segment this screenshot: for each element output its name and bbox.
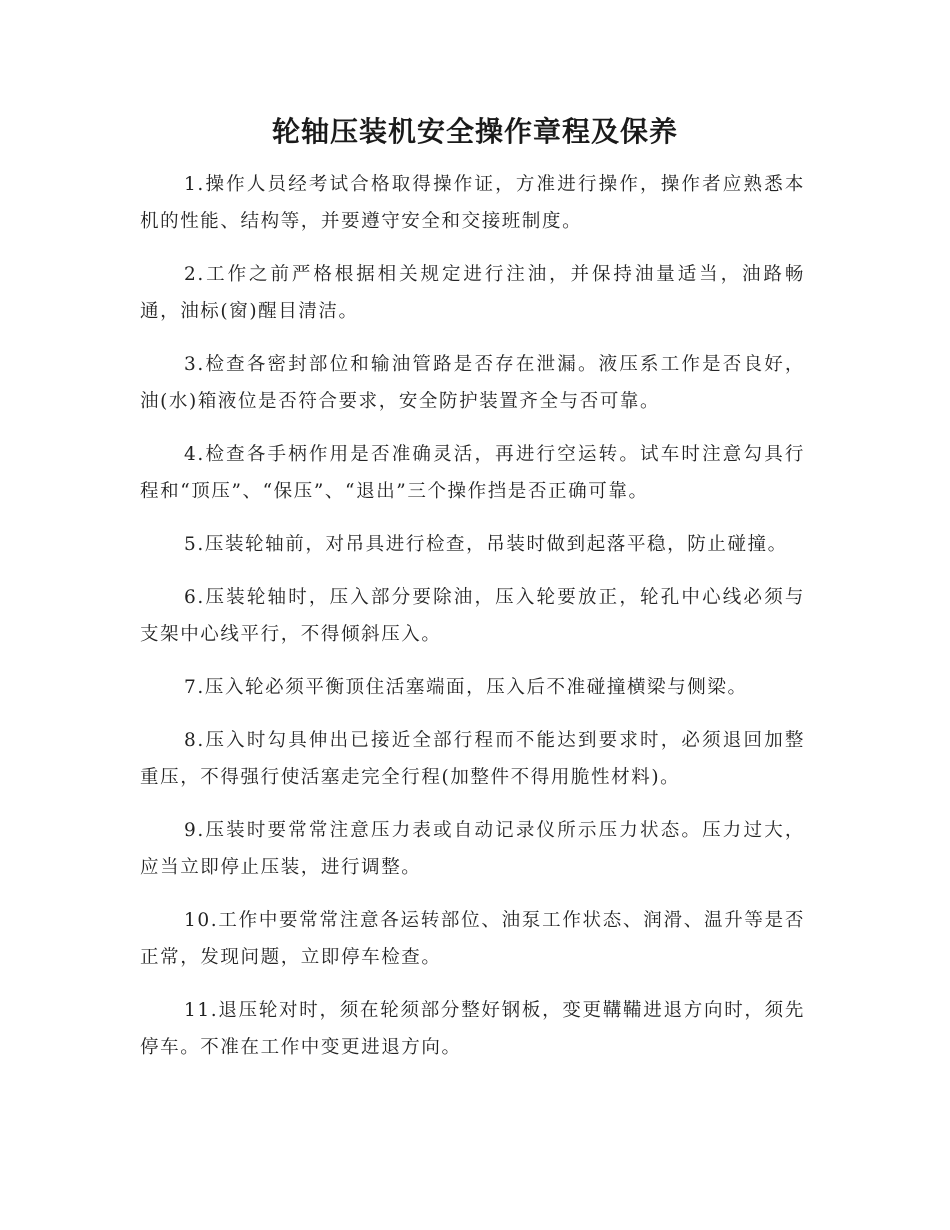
paragraph-11: 11.退压轮对时，须在轮须部分整好钢板，变更鞲鞴进退方向时，须先停车。不准在工作中变更进退方向。 [140, 1000, 805, 1058]
paragraph-5: 5.压装轮轴前，对吊具进行检查，吊装时做到起落平稳，防止碰撞。 [184, 534, 788, 555]
document-body [140, 166, 805, 1082]
paragraph-6: 6.压装轮轴时，压入部分要除油，压入轮要放正，轮孔中心线必须与支架中心线平行，不得倾斜压入。 [140, 587, 805, 645]
paragraph-10: 10.工作中要常常注意各运转部位、油泵工作状态、润滑、温升等是否正常，发现问题，立即停车检查。 [140, 910, 805, 968]
paragraph-7: 7.压入轮必须平衡顶住活塞端面，压入后不准碰撞横梁与侧梁。 [184, 677, 748, 698]
document-title: 轮轴压装机安全操作章程及保养 [271, 115, 678, 148]
paragraph-3: 3.检查各密封部位和输油管路是否存在泄漏。液压系工作是否良好，油(水)箱液位是否符合要求，安全防护装置齐全与否可靠。 [140, 354, 805, 412]
paragraph-1: 1.操作人员经考试合格取得操作证，方准进行操作，操作者应熟悉本机的性能、结构等，并要遵守安全和交接班制度。 [140, 174, 805, 232]
paragraph-8: 8.压入时勾具伸出已接近全部行程而不能达到要求时，必须退回加整重压，不得强行使活塞走完全行程(加整件不得用脆性材料)。 [140, 730, 805, 788]
paragraph-4: 4.检查各手柄作用是否准确灵活，再进行空运转。试车时注意勾具行程和“顶压”、“保压”、“退出”三个操作挡是否正确可靠。 [140, 444, 805, 502]
paragraph-2: 2.工作之前严格根据相关规定进行注油，并保持油量适当，油路畅通，油标(窗)醒目清洁。 [140, 264, 805, 322]
paragraph-9: 9.压装时要常常注意压力表或自动记录仪所示压力状态。压力过大，应当立即停止压装，进行调整。 [140, 820, 805, 878]
